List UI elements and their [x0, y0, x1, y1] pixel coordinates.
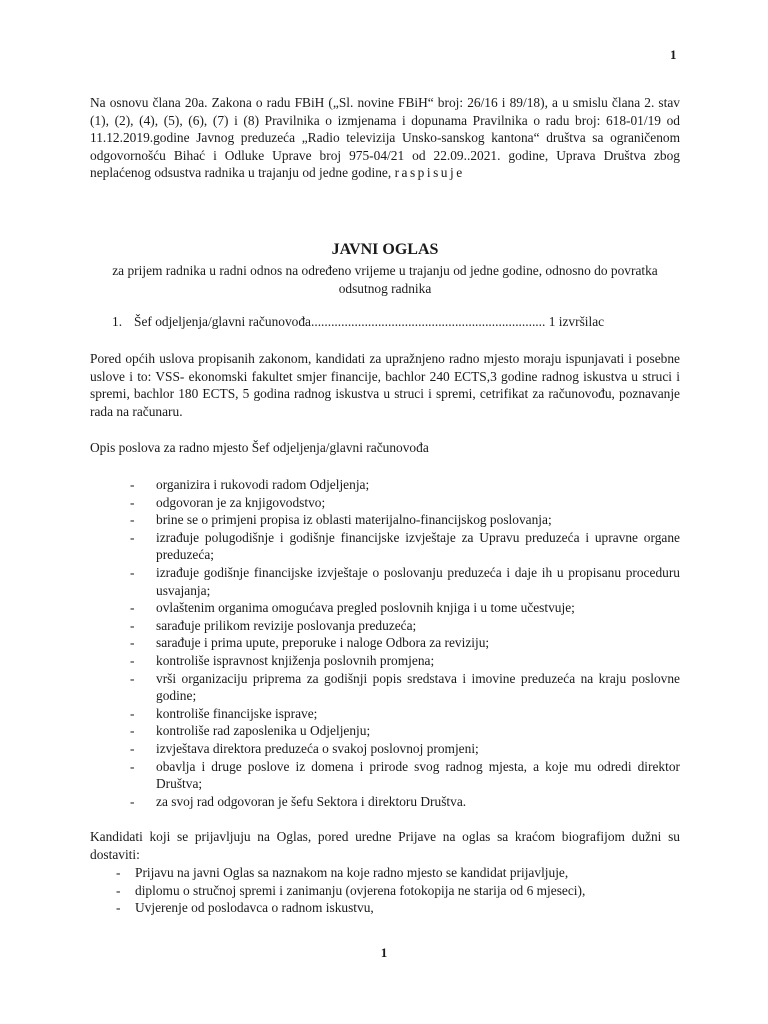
duties-list	[128, 476, 680, 810]
announcement-heading	[90, 240, 680, 297]
list-item: - odgovoran je za knjigovodstvo;	[128, 494, 680, 512]
intro-text: Na osnovu člana 20a. Zakona o radu FBiH („Sl. novine FBiH“ broj: 26/16 i 89/18), a u smislu člana 2. stav (1), (2), (4), (5), (6), (7) i (8) Pravilnika o izmjenama i dopunama Pravilnika o radu broj: 618-01/19 od 11.12.2019.godine Javnog preduzeća „Radio televizija Unsko-sanskog kantona“ društva sa ograničenom odgovornošću Bihać i Odluke Uprave broj 975-04/21 od 22.09..2021. godine, Uprava Društva zbog neplaćenog odsustva radnika u trajanju od jedne godine,	[90, 95, 680, 181]
page-number-top: 1	[670, 47, 677, 62]
page-number-bottom: 1	[380, 945, 388, 960]
list-item: - kontroliše ispravnost knjiženja poslovnih promjena;	[128, 652, 680, 670]
duties-heading: Opis poslova za radno mjesto Šef odjeljenja/glavni računovođa	[90, 440, 429, 455]
list-item: - diplomu o stručnoj spremi i zanimanju (ovjerena fotokopija ne starija od 6 mjeseci),	[110, 882, 680, 900]
list-item: - izvještava direktora preduzeća o svakoj poslovnoj promjeni;	[128, 740, 680, 758]
list-item: - ovlaštenim organima omogućava pregled poslovnih knjiga i u tome učestvuje;	[128, 599, 680, 617]
list-item: - organizira i rukovodi radom Odjeljenja;	[128, 476, 680, 494]
intro-verb: raspisuje	[394, 165, 465, 181]
announcement-title: JAVNI OGLAS	[331, 241, 439, 258]
position-line	[112, 313, 692, 331]
list-item: - izrađuje polugodišnje i godišnje financijske izvještaje za Upravu preduzeća i upravne organe preduzeća;	[128, 529, 680, 564]
list-item: - sarađuje i prima upute, preporuke i naloge Odbora za reviziju;	[128, 634, 680, 652]
position-count: 1 izvršilac	[548, 314, 605, 329]
list-item: - obavlja i druge poslove iz domena i prirode svog radnog mjesta, a koje mu odredi direktor Društva;	[128, 758, 680, 793]
list-item: - vrši organizaciju priprema za godišnji popis sredstava i imovine preduzeća na kraju poslovne godine;	[128, 670, 680, 705]
documents-list	[110, 864, 680, 917]
position-number: 1.	[112, 314, 123, 329]
position-name: Šef odjeljenja/glavni računovođa	[134, 314, 311, 329]
list-item: - za svoj rad odgovoran je šefu Sektora i direktoru Društva.	[128, 793, 680, 811]
intro-paragraph	[90, 94, 680, 182]
documents-intro: Kandidati koji se prijavljuju na Oglas, pored uredne Prijave na oglas sa kraćom biografijom dužni su dostaviti:	[90, 829, 680, 862]
list-item: - sarađuje prilikom revizije poslovanja preduzeća;	[128, 617, 680, 635]
list-item: - Prijavu na javni Oglas sa naznakom na koje radno mjesto se kandidat prijavljuje,	[110, 864, 680, 882]
announcement-subtitle: za prijem radnika u radni odnos na određeno vrijeme u trajanju od jedne godine, odnosno do povratka odsutnog radnika	[112, 263, 658, 296]
list-item: - brine se o primjeni propisa iz oblasti materijalno-financijskog poslovanja;	[128, 511, 680, 529]
conditions-paragraph: Pored općih uslova propisanih zakonom, kandidati za upražnjeno radno mjesto moraju ispunjavati i posebne uslove i to: VSS- ekonomski fakultet smjer financije, bachlor 240 ECTS,3 godine radnog iskustva u struci i spremi, bachlor 180 ECTS, 5 godina radnog iskustva u struci i spremi, cetrifikat za računovođu, poznavanje rada na računaru.	[90, 351, 680, 419]
list-item: - kontroliše financijske isprave;	[128, 705, 680, 723]
list-item: - izrađuje godišnje financijske izvještaje o poslovanju preduzeća i daje ih u propisanu proceduru usvajanja;	[128, 564, 680, 599]
position-dots: ......................................................................	[311, 314, 546, 329]
list-item: - kontroliše rad zaposlenika u Odjeljenju;	[128, 722, 680, 740]
list-item: - Uvjerenje od poslodavca o radnom iskustvu,	[110, 899, 680, 917]
